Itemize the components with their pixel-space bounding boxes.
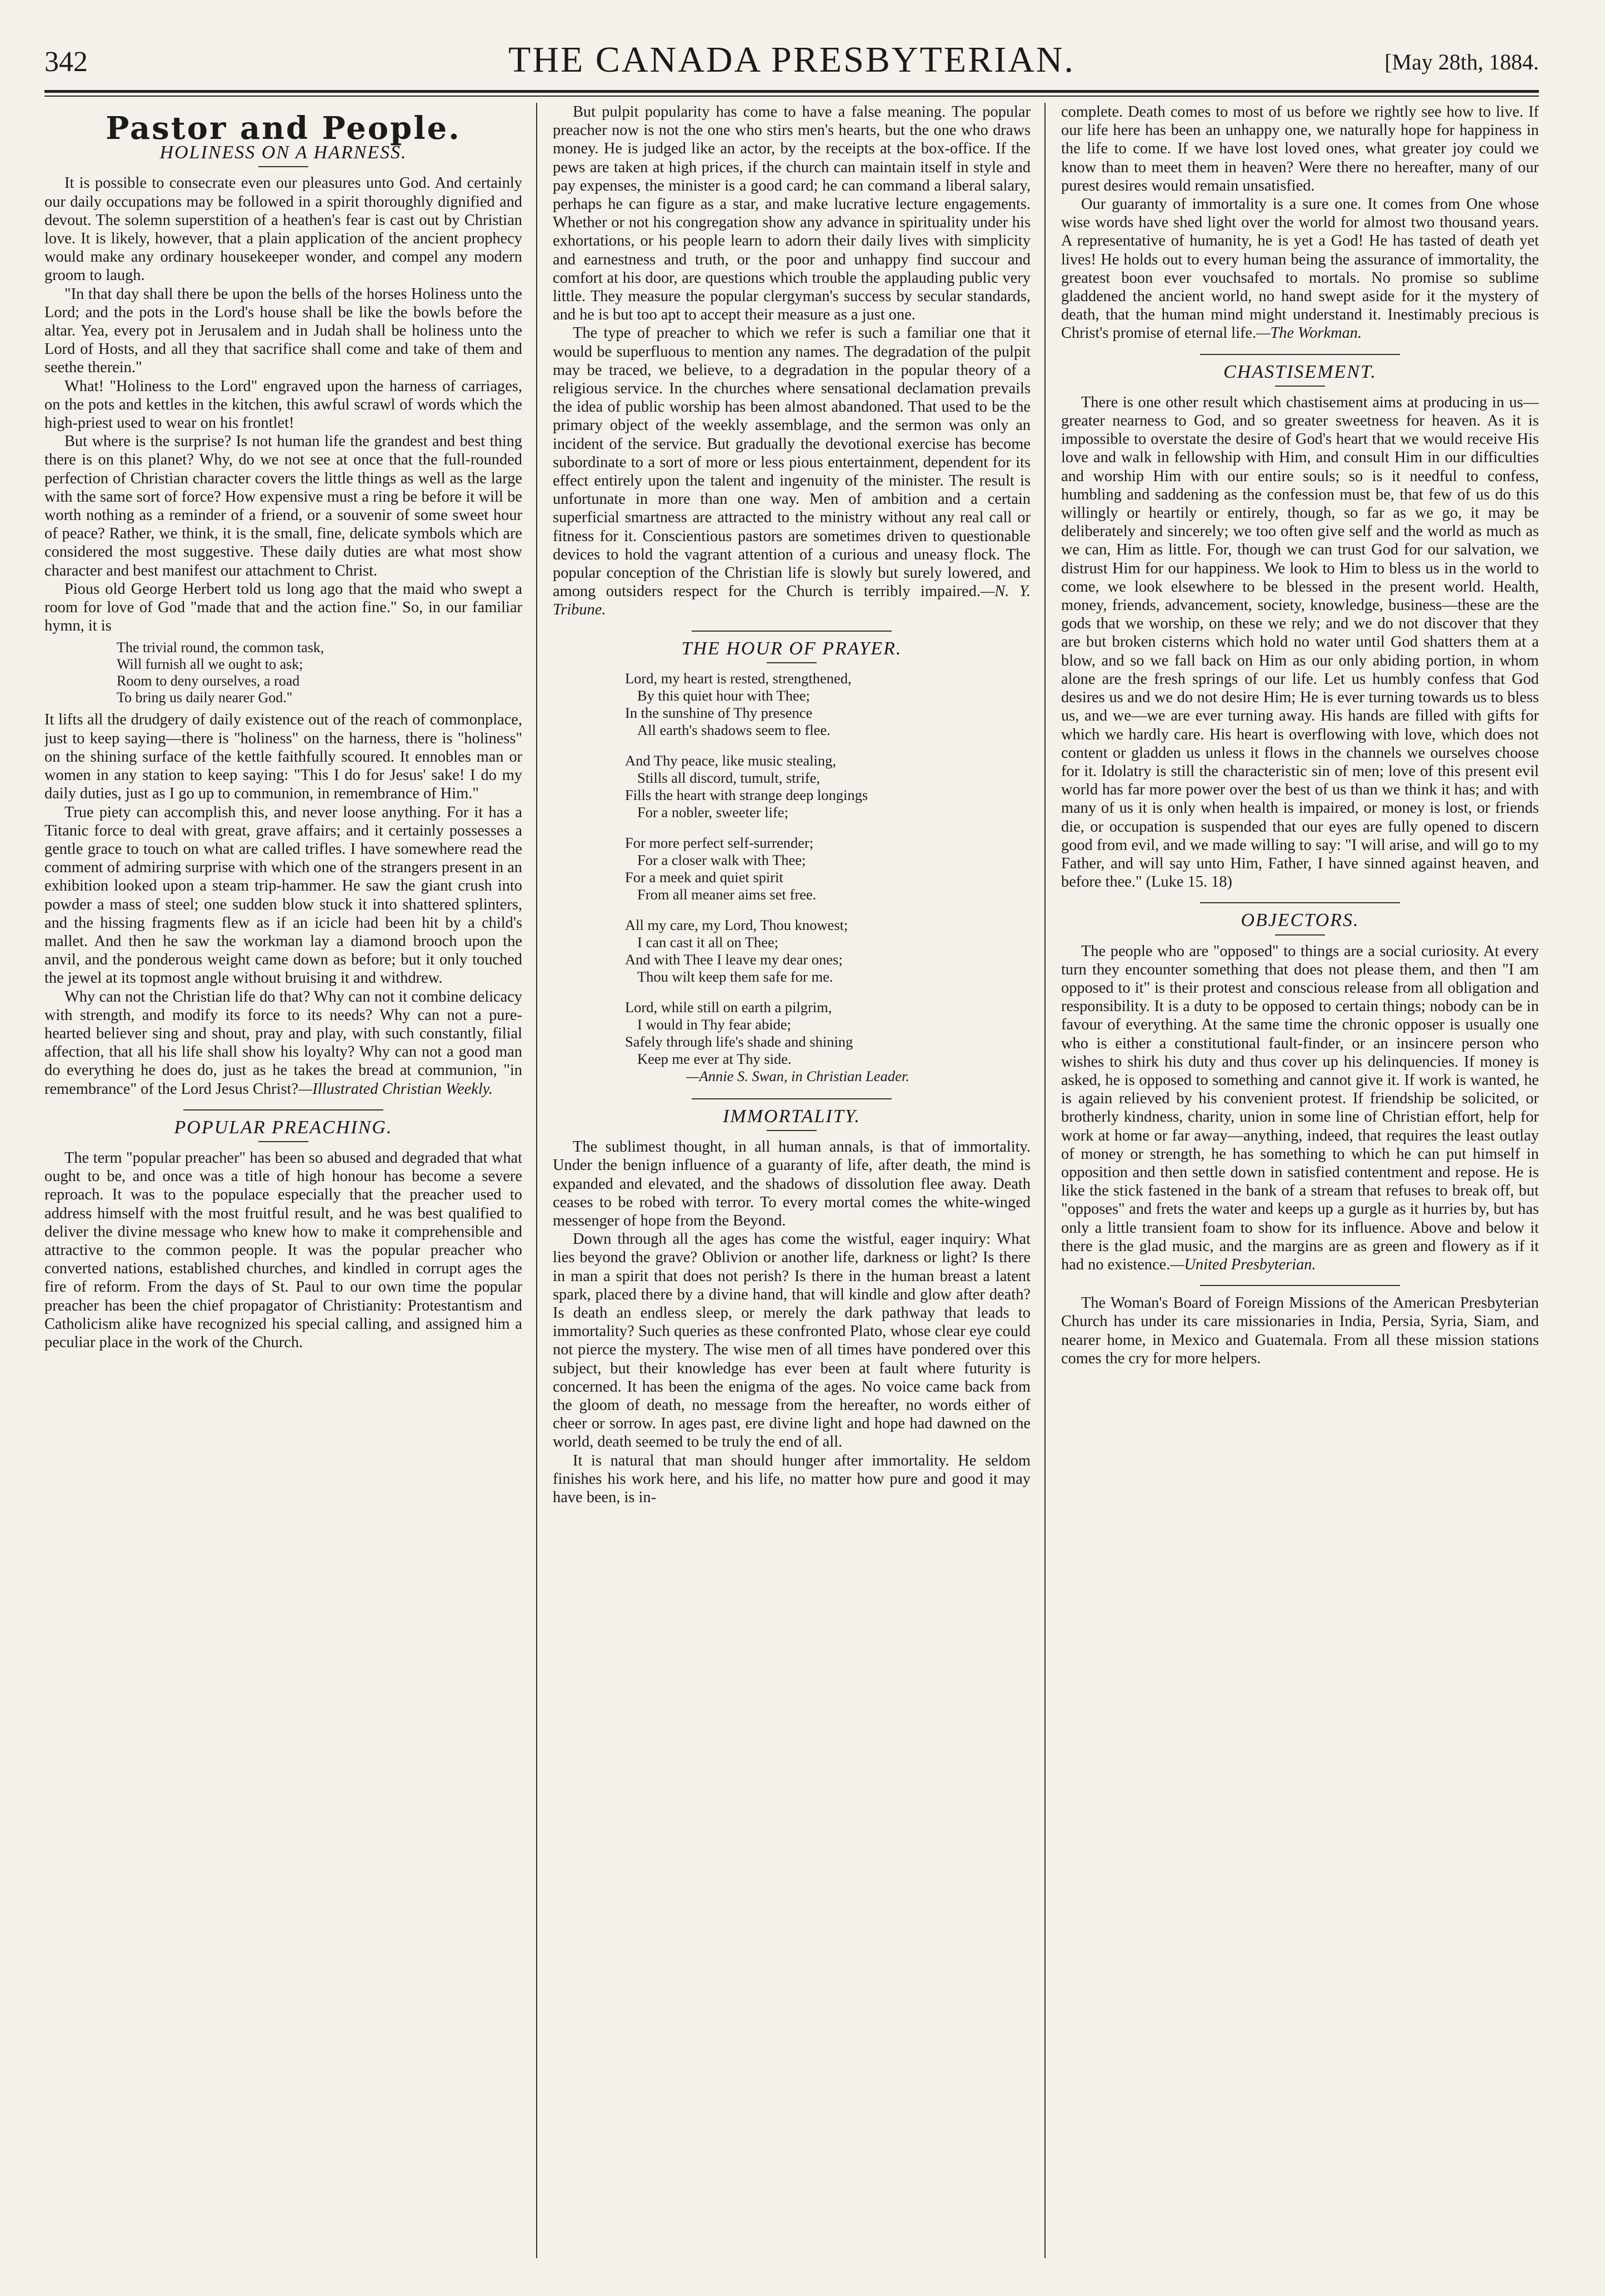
- article-title: HOLINESS ON A HARNESS.: [44, 143, 522, 167]
- verse-line: To bring us daily nearer God.": [117, 689, 293, 706]
- paragraph: The Woman's Board of Foreign Missions of the American Presbyterian Church has under its care missionaries in India, Persia, Syria, Siam, and nearer home, in Mexico and Guatemala. From all these mission stations comes the cry for more helpers.: [1061, 1294, 1539, 1367]
- stanza: [625, 670, 1031, 739]
- paragraph: True piety can accomplish this, and never loose anything. For it has a Titanic force to deal with great, grave affairs; and it certainly possesses a gentle grace to touch on what are called trifles. I have somewhere read the comment of admiring surprise with which one of the strangers present in an exhibition looked upon a steam trip-hammer. He saw the giant crush into powder a mass of steel; one sudden blow stuck it into shattered splinters, and the hissing fragments flew as if an icicle had been hit by a child's mallet. And then he saw the workman lay a diamond brooch upon the anvil, and the ponderous weight came down as before; but it only touched the jewel at its topmost angle without bruising it and withdrew.: [44, 803, 522, 987]
- paragraph: It is natural that man should hunger after immortality. He seldom finishes his work here, and his life, no matter how pure and good it may have been, is in-: [553, 1452, 1031, 1506]
- separator-rule: [1200, 1285, 1400, 1286]
- stanza: [625, 752, 1031, 821]
- poem-line: For more perfect self-surrender;: [625, 834, 814, 851]
- poem-line: I can cast it all on Thee;: [637, 933, 779, 951]
- poem-line: Stills all discord, tumult, strife,: [637, 769, 821, 786]
- masthead-title: THE CANADA PRESBYTERIAN.: [508, 39, 1075, 80]
- poem-line: Keep me ever at Thy side.: [637, 1050, 792, 1067]
- poem-title: THE HOUR OF PRAYER.: [553, 639, 1031, 663]
- paragraph: It is possible to consecrate even our pleasures unto God. And certainly our daily occupations may be followed in a spirit thoroughly dignified and devout. The solemn superstition of a heathen's fear is cast out by Christian love. It is likely, however, that a plain application of the ancient prophecy would make any ordinary housekeeper wonder, and compel any modern groom to laugh.: [44, 174, 522, 284]
- verse-line: Room to deny ourselves, a road: [117, 673, 300, 689]
- poem-line: Lord, while still on earth a pilgrim,: [625, 998, 832, 1016]
- paragraph: What! "Holiness to the Lord" engraved upon the harness of carriages, on the pots and kettles in the kitchen, this awful scrawl of words which the high-priest used to wear on his frontlet!: [44, 377, 522, 432]
- source-credit: —Illustrated Christian Weekly.: [298, 1080, 493, 1098]
- paragraph: But where is the surprise? Is not human life the grandest and best thing there is on this planet? Why, do we not see at once that the full-rounded perfection of Christian character covers the little things as well as the large with the same sort of force? How expensive must a ring be before it will be worth nothing as a reminder of a friend, or a souvenir of some sweet hour of peace? Rather, we think, it is the small, fine, delicate symbols which are considered the most suggestive. These daily duties are what most show character and best manifest our attachment to Christ.: [44, 433, 522, 579]
- poem-line: I would in Thy fear abide;: [637, 1016, 791, 1033]
- separator-rule: [692, 631, 892, 632]
- separator-rule: [1200, 902, 1400, 903]
- poem-line: Fills the heart with strange deep longings: [625, 786, 868, 803]
- paragraph-text: The type of preacher to which we refer is such a familiar one that it would be superfluous to mention any names. The degradation of the pulpit may be traced, we believe, to a degradation in the popular theory of a religious service. In the churches where sensational declamation prevails the idea of public worship has been almost abandoned. That used to be the primary object of the weekly assemblage, and the sermon was only an incident of the service. But gradually the devotional exercise has become subordinate to a sort of more or less pious entertainment, dependent for its effect entirely upon the talent and ingenuity of the minister. The result is unfortunate in more than one way. Men of ambition and a certain superficial smartness are attracted to the ministry without any real call or fitness for it. Conscientious pastors are sometimes driven to questionable devices to hold the vagrant attention of a curious and uneasy flock. The popular conception of the Christian life is slowly but surely lowered, and among outsiders respect for the Church is terribly impaired.: [553, 324, 1031, 601]
- poem-line: Thou wilt keep them safe for me.: [637, 968, 833, 985]
- separator-rule: [692, 1098, 892, 1099]
- paragraph-text: Why can not the Christian life do that? Why can not it combine delicacy with strength, and modify its force to its needs? Why can not a pure-hearted believer sing and shout, pray and play, with such constantly, filial affection, that all his life shall show his loyalty? Why can not a good man do everything he does do, just as he takes the bread at communion, "in remembrance" of the Lord Jesus Christ?: [44, 988, 522, 1098]
- issue-date: [May 28th, 1884.: [1384, 49, 1539, 74]
- verse-line: The trivial round, the common task,: [117, 639, 324, 656]
- source-credit: —N. Y. Tribune.: [553, 583, 1031, 619]
- paragraph: complete. Death comes to most of us before we rightly see how to live. If our life here has been an unhappy one, we naturally hope for happiness in the life to come. If we have lost loved ones, what greater joy could we know than to meet them in heaven? Were there no hereafter, many of our purest desires would remain unsatisfied.: [1061, 103, 1539, 194]
- article-title: CHASTISEMENT.: [1061, 363, 1539, 387]
- source-credit: —United Presbyterian.: [1170, 1255, 1316, 1273]
- paragraph-text: Our guaranty of immortality is a sure one. It comes from One whose wise words have shed light over the world for almost two thousand years. A representative of humanity, he is yet a God! He has tasted of death yet lives! He holds out to every human being the assurance of immortality, the greatest boon ever vouchsafed to mortals. No promise so sublime gladdened the ancient world, no hand swept aside for it the mystery of death, that the human mind might understand it. Inestimably precious is Christ's promise of eternal life.: [1061, 196, 1539, 342]
- paragraph: Down through all the ages has come the wistful, eager inquiry: What lies beyond the grave? Oblivion or another life, darkness or light? Is there in man a spirit that does not perish? Is there in the human breast a latent spark, placed there by a divine hand, that will kindle and glow after death? Is death an endless sleep, or merely the dark pathway that leads to immortality? Such queries as these confronted Plato, whose clear eye could not pierce the mystery. The wise men of all times have pondered over this subject, but their knowledge has ever been at fault where futurity is concerned. It has been the enigma of the ages. No voice came back from the gloom of death, no message from the hereafter, no words either of cheer or sorrow. In ages past, ere divine light and hope had dawned on the world, death seemed to be truly the end of all.: [553, 1230, 1031, 1451]
- poem-line: All earth's shadows seem to flee.: [637, 721, 831, 738]
- paragraph: [1061, 195, 1539, 343]
- paragraph-text: The people who are "opposed" to things are a social curiosity. At every turn they encounter something that does not please them, and then "I am opposed to it" is their protest and conscious release from all obligation and responsibility. It is a duty to be opposed to certain things; nobody can be in favour of everything. At the same time the chronic opposer is usually one who is either a constitutional fault-finder, or an insincere person who wishes to shirk his duty and thus cover up his delinquencies. If money is asked, he is opposed to something and cannot give it. If work is wanted, he is again relieved by his convenient protest. If friendship be solicited, or brotherly kindness, charity, union in some line of Christian effort, help for work at home or far away—anything, indeed, that requires the least outlay of money or strength, he has something to which he can put himself in opposition and then settle down in satisfied contentment and repose. He is like the stick fastened in the bank of a stream that refuses to break off, but "opposes" and frets the water and keeps up a gurgle as it hurries by, but has only a little transient foam to show for its influence. Above and below it there is the glad music, and the margins are as green and flowery as if it had no existence.: [1061, 942, 1539, 1273]
- poem-line: For a meek and quiet spirit: [625, 868, 783, 886]
- poem-attribution: —Annie S. Swan, in Christian Leader.: [686, 1067, 909, 1084]
- paragraph: Pious old George Herbert told us long ago that the maid who swept a room for love of God "made that and the action fine." So, in our familiar hymn, it is: [44, 580, 522, 635]
- column-1: [44, 103, 522, 2258]
- paragraph: [44, 988, 522, 1098]
- poem-line: And with Thee I leave my dear ones;: [625, 951, 843, 968]
- poem-line: From all meaner aims set free.: [637, 886, 817, 903]
- page-header: [44, 39, 1539, 89]
- article-title: IMMORTALITY.: [553, 1107, 1031, 1131]
- page-number: 342: [44, 46, 88, 78]
- section-heading: Pastor and People.: [106, 110, 461, 147]
- paragraph: But pulpit popularity has come to have a false meaning. The popular preacher now is not the one who stirs men's hearts, but the one who draws money. He is judged like an actor, by the receipts at the box-office. If the pews are taken at high prices, if the church can maintain itself in style and pay expenses, the minister is a good card; he can command a liberal salary, perhaps he can figure as a star, and make lucrative lecture engagements. Whether or not his congregation show any advance in spirituality under his exhortations, or his people learn to adorn their daily lives with simplicity and earnestness and truth, or the poor and unhappy find succour and comfort at his door, are questions which trouble the applauding public very little. They measure the popular clergyman's success by secular standards, and he is but too apt to accept their measure as a just one.: [553, 103, 1031, 324]
- poem-line: And Thy peace, like music stealing,: [625, 752, 836, 769]
- paragraph: The term "popular preacher" has been so abused and degraded that what ought to be, and once was a title of high honour has become a severe reproach. It was to the populace especially that the preacher used to address himself with the most fruitful result, and he was best qualified to deliver the divine message who knew how to make it comprehensible and attractive to the common people. It was the popular preacher who converted nations, established churches, and kindled in corrupt ages the fire of reform. From the days of St. Paul to our own time the popular preacher has been the chief propagator of Christianity: Protestantism and Catholicism alike have recognized his special calling, and assigned him a peculiar place in the work of the Church.: [44, 1149, 522, 1351]
- stanza: [625, 917, 1031, 986]
- paragraph: [553, 324, 1031, 619]
- paragraph: [1061, 942, 1539, 1274]
- column-divider: [536, 103, 537, 2258]
- poem-line: For a closer walk with Thee;: [637, 851, 806, 868]
- stanza: [625, 999, 1031, 1085]
- paragraph: There is one other result which chastisement aims at producing in us—greater nearness to God, and so greater sweetness for heaven. As it is impossible to overstate the desire of God's heart that we would receive His love and walk in fellowship with Him, and consult Him in our difficulties and worship Him with our entire souls; so is it needful to confess, humbling and saddening as the confession must be, that few of us do this willingly or heartily or entirely, though, so far as we go, it may be deliberately and sincerely; we too often give self and the world as much as we can, Him as little. For, though we can trust God for our salvation, we distrust Him for our happiness. We look to Him to bless us in the world to come, we look elsewhere to be blessed in the present world. Health, money, friends, advancement, society, knowledge, business—these are the gods that we worship, on these we rely; and we do not discover that they are but broken cisterns which hold no water until God shatters them at a blow, and so we fall back on Him as our only abiding portion, in whom alone are the fresh springs of our life. Let us humbly confess that God desires us and we do not desire Him; He is ever turning towards us to bless us, and we—we are ever turning away. His hands are filled with gifts for which we hardly care. His heart is overflowing with love, which does not content or gladden us unless it flows in the channels we ourselves choose for it. Idolatry is still the characteristic sin of men; love of this present evil world has far more power over the best of us than we think it has; and with many of us it is only when health is impaired, or money is lost, or friends die, or occupation is suspended that our eyes are fully opened to discern good from evil, and we made willing to say: "I will arise, and will go to my Father, and will say unto Him, Father, I have sinned against heaven, and before thee." (Luke 15. 18): [1061, 393, 1539, 891]
- paragraph: It lifts all the drudgery of daily existence out of the reach of commonplace, just to keep saying—there is "holiness" on the harness, there is "holiness" on the shining surface of the kettle faithfully scoured. It ennobles man or women in any station to keep saying: "This I do for Jesus' sake! I do my daily duties, just as I go up to communion, in remembrance of Him.": [44, 711, 522, 803]
- column-2: [553, 103, 1031, 2258]
- poem-line: In the sunshine of Thy presence: [625, 704, 813, 721]
- poem-line: Safely through life's shade and shining: [625, 1033, 853, 1050]
- article-title: POPULAR PREACHING.: [44, 1118, 522, 1142]
- header-rule-thin: [44, 96, 1539, 97]
- paragraph: The sublimest thought, in all human annals, is that of immortality. Under the benign influence of a guaranty of life, after death, the mind is expanded and elevated, and the shadows of dissolution flee away. Death ceases to be robed with terror. To every mortal comes the white-winged messenger of hope from the Beyond.: [553, 1138, 1031, 1229]
- column-divider: [1044, 103, 1046, 2258]
- poem: [625, 670, 1031, 1085]
- poem-line: By this quiet hour with Thee;: [637, 687, 810, 704]
- paragraph: "In that day shall there be upon the bells of the horses Holiness unto the Lord; and the pots in the Lord's house shall be like the bowls before the altar. Yea, every pot in Jerusalem and in Judah shall be holiness unto the Lord of Hosts, and all they that sacrifice shall come and take of them and seethe therein.": [44, 285, 522, 377]
- column-3: [1061, 103, 1539, 2258]
- header-rule: [44, 90, 1539, 93]
- hymn-quote: [117, 639, 522, 706]
- article-title: OBJECTORS.: [1061, 911, 1539, 935]
- separator-rule: [183, 1109, 383, 1111]
- source-credit: —The Workman.: [1256, 324, 1362, 342]
- stanza: [625, 834, 1031, 903]
- separator-rule: [1200, 354, 1400, 355]
- poem-line: All my care, my Lord, Thou knowest;: [625, 916, 848, 933]
- poem-line: Lord, my heart is rested, strengthened,: [625, 669, 852, 687]
- poem-line: For a nobler, sweeter life;: [637, 803, 788, 821]
- verse-line: Will furnish all we ought to ask;: [117, 656, 303, 673]
